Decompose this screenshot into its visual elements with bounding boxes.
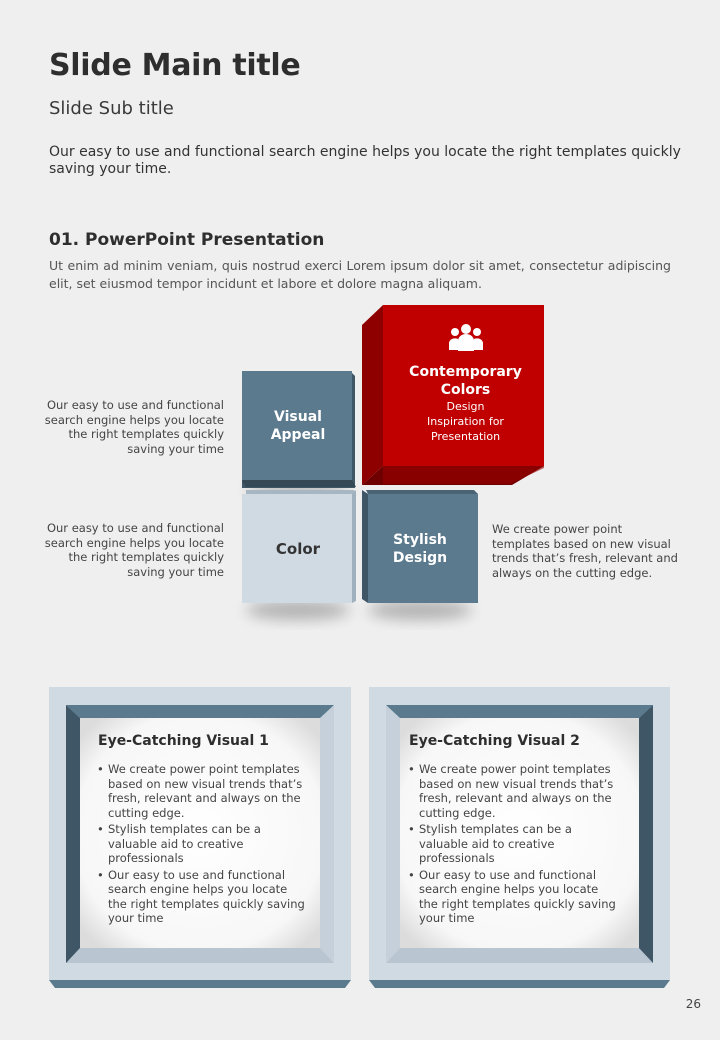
stylish-line1: Stylish [393,531,447,548]
side-text-line: We create power point [492,522,623,536]
side-text-line: trends that’s fresh, relevant and [492,551,678,565]
side-text-line: saving your time [127,564,224,579]
section-body: Ut enim ad minim veniam, quis nostrud exerci Lorem ipsum dolor sit amet, consectetur adipiscing elit, set eiusmod tempor incidunt et labore et dolore magna aliquam. [49,258,671,291]
contemporary-sub2: Inspiration for [427,414,504,428]
side-text-line: the right templates quickly [68,550,224,564]
side-text-line: Our easy to use and functional [46,521,224,535]
side-text-line: templates based on new visual [492,536,671,551]
visual-appeal-line2: Appeal [270,426,326,443]
list-item: • We create power point templates based on new visual trends that’s fresh, relevant and always on the cutting edge. [97,762,307,820]
list-item: • Our easy to use and functional search engine helps you locate the right templates quickly saving your time [408,868,618,926]
side-text-line: Our easy to use and functional [46,398,224,412]
frame-1-title: Eye-Catching Visual 1 [98,733,269,749]
side-text-line: search engine helps you locate [44,412,224,427]
side-text-line: search engine helps you locate [44,535,224,550]
list-item: • We create power point templates based on new visual trends that’s fresh, relevant and always on the cutting edge. [408,762,618,820]
side-text-line: saving your time [127,441,224,456]
list-item: • Our easy to use and functional search engine helps you locate the right templates quickly saving your time [97,868,307,926]
stylish-line2: Design [392,549,448,566]
list-item: • Stylish templates can be a valuable aid to creative professionals [408,822,618,866]
page-number: 26 [685,997,701,1011]
frame-2-title: Eye-Catching Visual 2 [409,733,580,749]
frame-2-bullets [408,762,618,928]
frame-1-bullets [97,762,307,928]
color-text: Color [275,539,321,558]
section-title: 01. PowerPoint Presentation [49,230,325,250]
intro-text: Our easy to use and functional search engine helps you locate the right templates quickly saving your time. [49,144,681,177]
contemporary-sub1: Design [446,399,485,413]
visual-appeal-line1: Visual [274,408,322,425]
contemporary-line1: Contemporary [409,363,522,380]
contemporary-line2: Colors [440,381,491,398]
slide-subtitle: Slide Sub title [49,98,174,119]
slide-main-title: Slide Main title [49,48,301,83]
side-text-line: always on the cutting edge. [492,565,653,580]
list-item: • Stylish templates can be a valuable aid to creative professionals [97,822,307,866]
contemporary-sub3: Presentation [430,429,501,443]
side-text-line: the right templates quickly [68,427,224,441]
